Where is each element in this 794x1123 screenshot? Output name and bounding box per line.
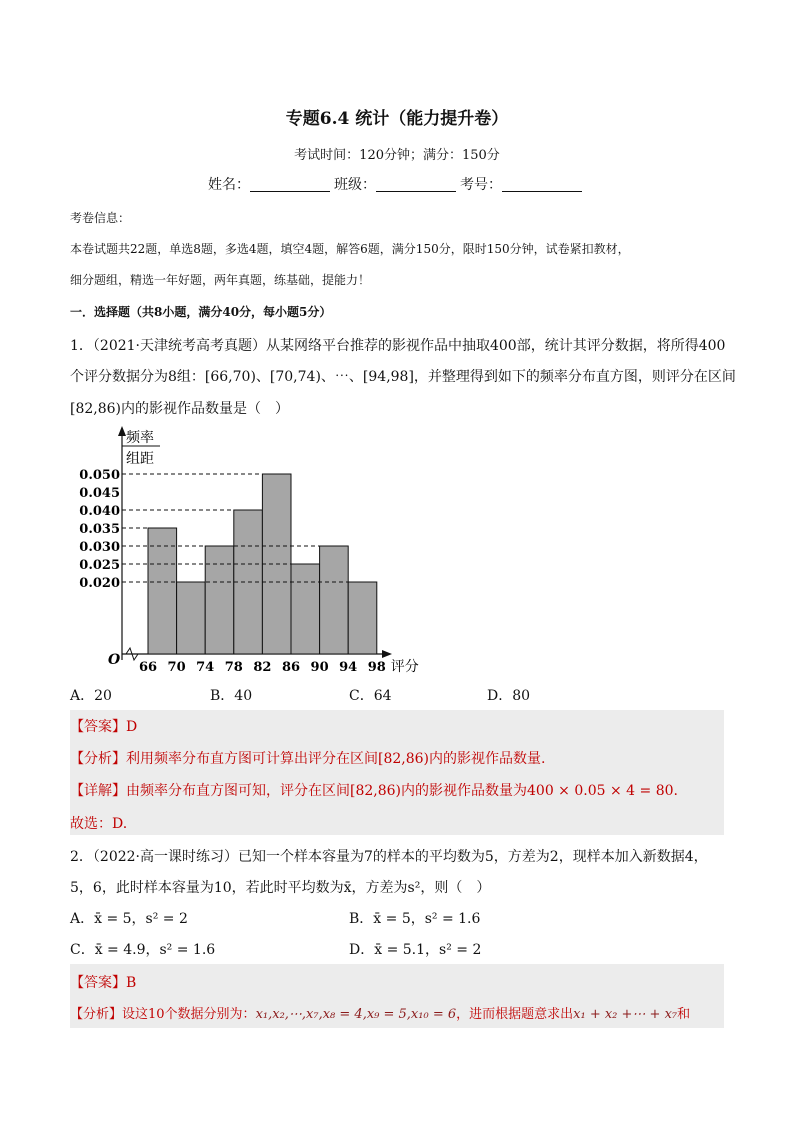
x-tick-label: 66 (138, 660, 158, 674)
notice-heading: 考卷信息： (70, 211, 131, 225)
x-tick-label: 98 (367, 660, 386, 674)
name-field[interactable] (250, 177, 330, 192)
y-tick-label: 0.050 (79, 468, 120, 483)
q2-option-a[interactable]: A．x̄ = 5，s² = 2 (70, 911, 188, 927)
q2-answer (70, 972, 136, 992)
q1-option-c[interactable]: C．64 (349, 688, 392, 704)
q1-line-2: 个评分数据分为8组：[66,70)、[70,74)、⋯、[94,98]，并整理得到如下的频率分布直方图，则评分在区间 (70, 369, 736, 385)
detail-label: 【详解】 (70, 783, 126, 799)
y-tick-label: 0.045 (79, 486, 120, 501)
histogram-bar (291, 564, 320, 654)
name-label: 姓名： (208, 177, 250, 193)
q2-option-b[interactable]: B．x̄ = 5，s² = 1.6 (349, 911, 481, 927)
exam-info: 考试时间：120分钟；满分：150分 (294, 148, 500, 163)
q1-analysis (70, 748, 545, 768)
analysis-text-b: ，进而根据题意求出 (456, 1007, 574, 1022)
page-title: 专题6.4 统计（能力提升卷） (285, 109, 509, 129)
q1-line-3: [82,86)内的影视作品数量是（ ） (70, 401, 290, 417)
notice-line-1: 本卷试题共22题，单选8题，多选4题，填空4题，解答6题，满分150分，限时150分钟，试卷紧扣教材， (70, 242, 630, 256)
q2-option-c[interactable]: C．x̄ = 4.9，s² = 1.6 (70, 942, 216, 958)
frequency-histogram (70, 424, 430, 674)
histogram-bar (205, 546, 234, 654)
y-tick-label: 0.020 (79, 576, 120, 591)
q1-option-a[interactable]: A．20 (70, 688, 112, 704)
q2-line-1: 2．（2022·高一课时练习）已知一个样本容量为7的样本的平均数为5，方差为2，现样本加入新数据4， (70, 849, 708, 865)
q2-line-2: 5，6，此时样本容量为10，若此时平均数为x̄，方差为s²，则（ ） (70, 880, 491, 896)
analysis-text: 利用频率分布直方图可计算出评分在区间[82,86)内的影视作品数量. (126, 751, 546, 767)
analysis-formula-2: x₁ + x₂ +⋯ + x₇ (573, 1007, 678, 1022)
q1-solution-block (70, 710, 724, 835)
q2-analysis (70, 1003, 690, 1022)
analysis-label: 【分析】 (70, 1007, 123, 1022)
x-tick-label: 74 (196, 660, 215, 674)
analysis-text-c: 和 (677, 1007, 691, 1022)
y-tick-label: 0.025 (79, 558, 120, 573)
x-tick-label: 94 (339, 660, 358, 674)
class-field[interactable] (376, 177, 456, 192)
section-heading: 一．选择题（共8小题，满分40分，每小题5分） (70, 305, 332, 319)
q1-line-1: 1．（2021·天津统考高考真题）从某网络平台推荐的影视作品中抽取400部，统计其评分数据，将所得400 (70, 338, 726, 354)
analysis-text-a: 设这10个数据分别为： (122, 1007, 256, 1022)
q1-conclusion: 故选：D. (70, 816, 128, 832)
detail-text: 由频率分布直方图可知，评分在区间[82,86)内的影视作品数量为400 × 0.05 × 4 = 80. (126, 783, 678, 799)
number-field[interactable] (502, 177, 582, 192)
histogram-bar (148, 528, 177, 654)
y-label-numerator: 频率 (126, 430, 154, 446)
x-tick-label: 82 (253, 660, 272, 674)
y-tick-label: 0.035 (79, 522, 120, 537)
number-label: 考号： (460, 177, 502, 193)
answer-label: 【答案】 (70, 719, 126, 735)
origin-label: O (108, 652, 121, 668)
histogram-bar (177, 582, 206, 654)
student-info-row (0, 174, 794, 194)
q1-option-b[interactable]: B．40 (210, 688, 253, 704)
class-label: 班级： (334, 177, 376, 193)
y-tick-label: 0.030 (79, 540, 120, 555)
q2-option-d[interactable]: D．x̄ = 5.1，s² = 2 (349, 942, 482, 958)
notice-line-2: 细分题组，精选一年好题，两年真题，练基础，提能力！ (70, 273, 371, 287)
x-axis-arrow (382, 650, 392, 658)
x-tick-label: 90 (310, 660, 329, 674)
y-label-denominator: 组距 (126, 451, 154, 467)
q1-detail (70, 780, 678, 800)
x-axis-label: 评分 (390, 659, 419, 674)
answer-value: D (126, 719, 138, 735)
analysis-label: 【分析】 (70, 751, 126, 767)
y-tick-label: 0.040 (79, 504, 120, 519)
q1-answer (70, 716, 137, 736)
x-tick-label: 78 (224, 660, 243, 674)
q1-option-d[interactable]: D．80 (487, 688, 531, 704)
histogram-bar (348, 582, 377, 654)
histogram-bar (320, 546, 349, 654)
answer-value: B (126, 975, 137, 991)
x-tick-label: 70 (167, 660, 186, 674)
analysis-formula: x₁,x₂,⋯,x₇,x₈ = 4,x₉ = 5,x₁₀ = 6 (255, 1007, 457, 1022)
y-axis-arrow (118, 426, 126, 436)
answer-label: 【答案】 (70, 975, 126, 991)
x-tick-label: 86 (281, 660, 301, 674)
